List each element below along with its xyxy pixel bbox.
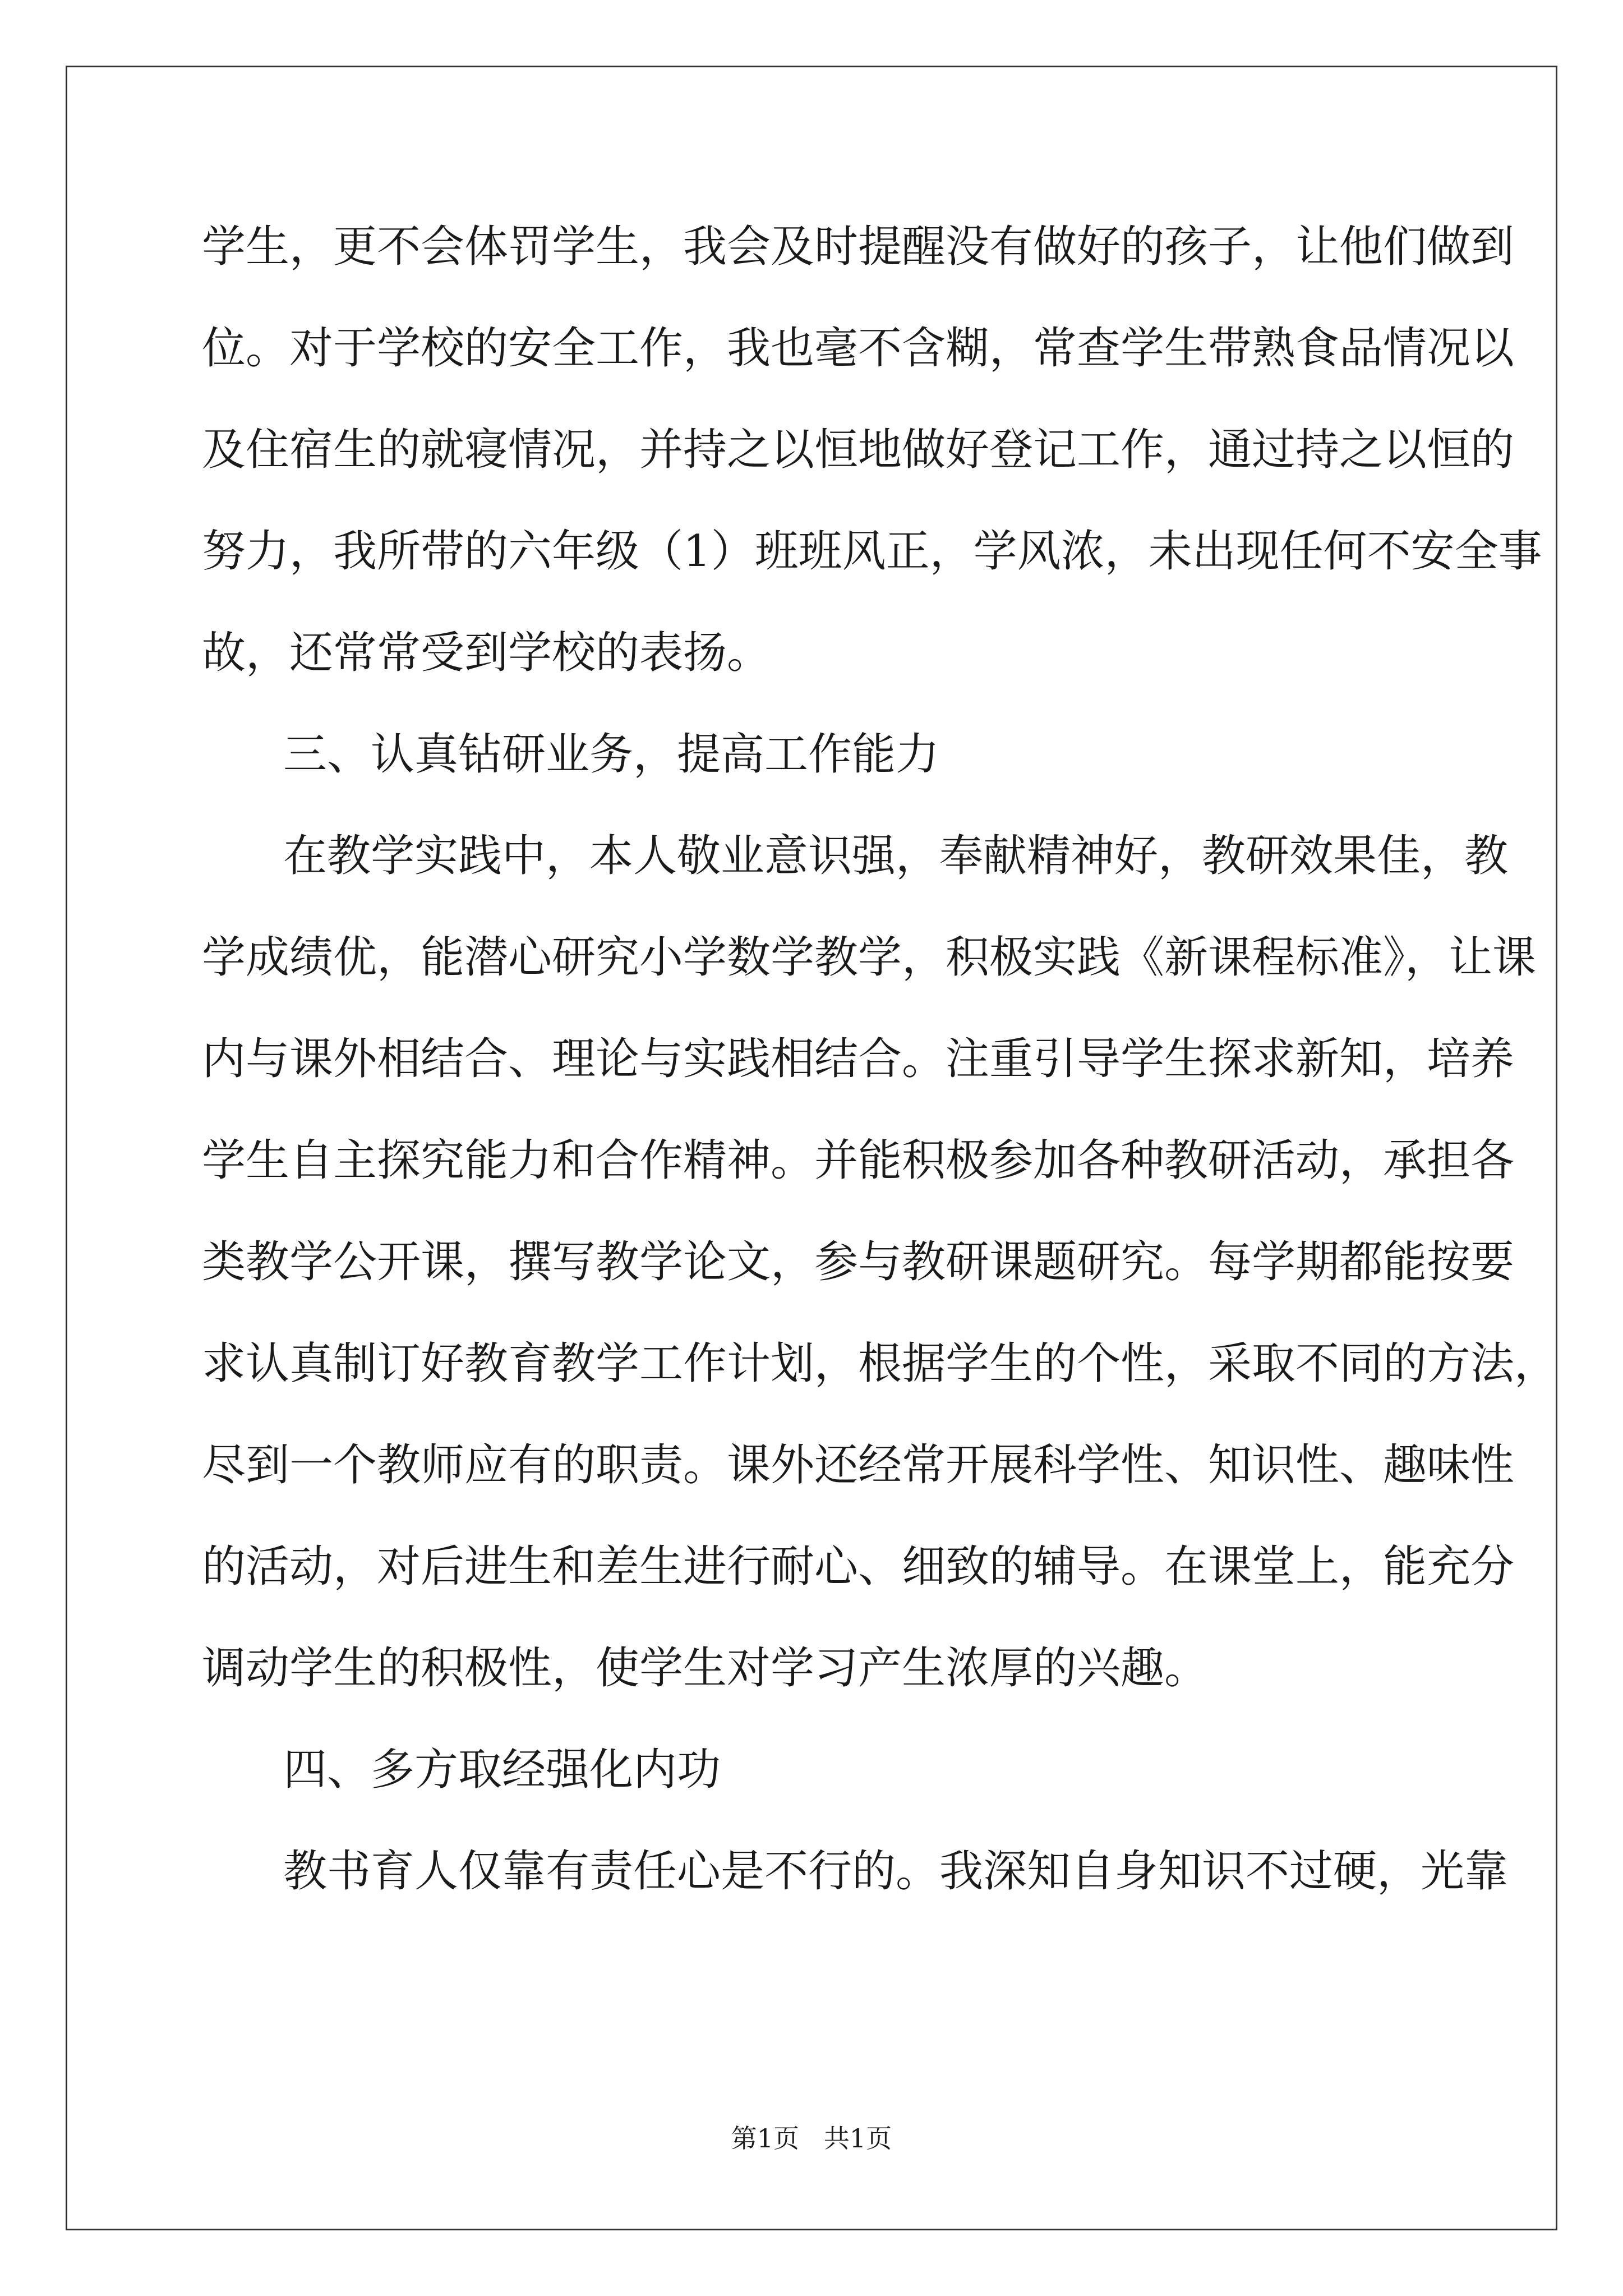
paragraph-line: 努力，我所带的六年级（1）班班风正，学风浓，未出现任何不安全事 — [202, 526, 1542, 577]
section-heading: 三、认真钻研业务，提高工作能力 — [283, 729, 940, 780]
paragraph-line: 求认真制订好教育教学工作计划，根据学生的个性，采取不同的方法， — [202, 1338, 1559, 1389]
paragraph-line: 学生自主探究能力和合作精神。并能积极参加各种教研活动，承担各 — [202, 1135, 1515, 1186]
paragraph-line: 及住宿生的就寝情况，并持之以恒地做好登记工作，通过持之以恒的 — [202, 425, 1515, 475]
paragraph-line: 类教学公开课，撰写教学论文，参与教研课题研究。每学期都能按要 — [202, 1237, 1515, 1287]
paragraph-line: 在教学实践中，本人敬业意识强，奉献精神好，教研效果佳，教 — [283, 831, 1509, 881]
paragraph-line: 位。对于学校的安全工作，我也毫不含糊，常查学生带熟食品情况以 — [202, 323, 1515, 374]
section-heading: 四、多方取经强化内功 — [283, 1745, 721, 1795]
paragraph-line: 调动学生的积极性，使学生对学习产生浓厚的兴趣。 — [202, 1643, 1209, 1694]
paragraph-line: 内与课外相结合、理论与实践相结合。注重引导学生探求新知，培养 — [202, 1034, 1515, 1084]
paragraph-line: 故，还常常受到学校的表扬。 — [202, 628, 771, 678]
paragraph-line: 尽到一个教师应有的职责。课外还经常开展科学性、知识性、趣味性 — [202, 1440, 1515, 1490]
paragraph-line: 的活动，对后进生和差生进行耐心、细致的辅导。在课堂上，能充分 — [202, 1542, 1515, 1592]
paragraph-line: 教书育人仅靠有责任心是不行的。我深知自身知识不过硬，光靠 — [283, 1846, 1509, 1897]
paragraph-line: 学生，更不会体罚学生，我会及时提醒没有做好的孩子，让他们做到 — [202, 222, 1515, 272]
page-number-footer: 第1页 共1页 — [731, 2123, 892, 2154]
paragraph-line: 学成绩优，能潜心研究小学数学教学，积极实践《新课程标准》，让课 — [202, 932, 1537, 983]
